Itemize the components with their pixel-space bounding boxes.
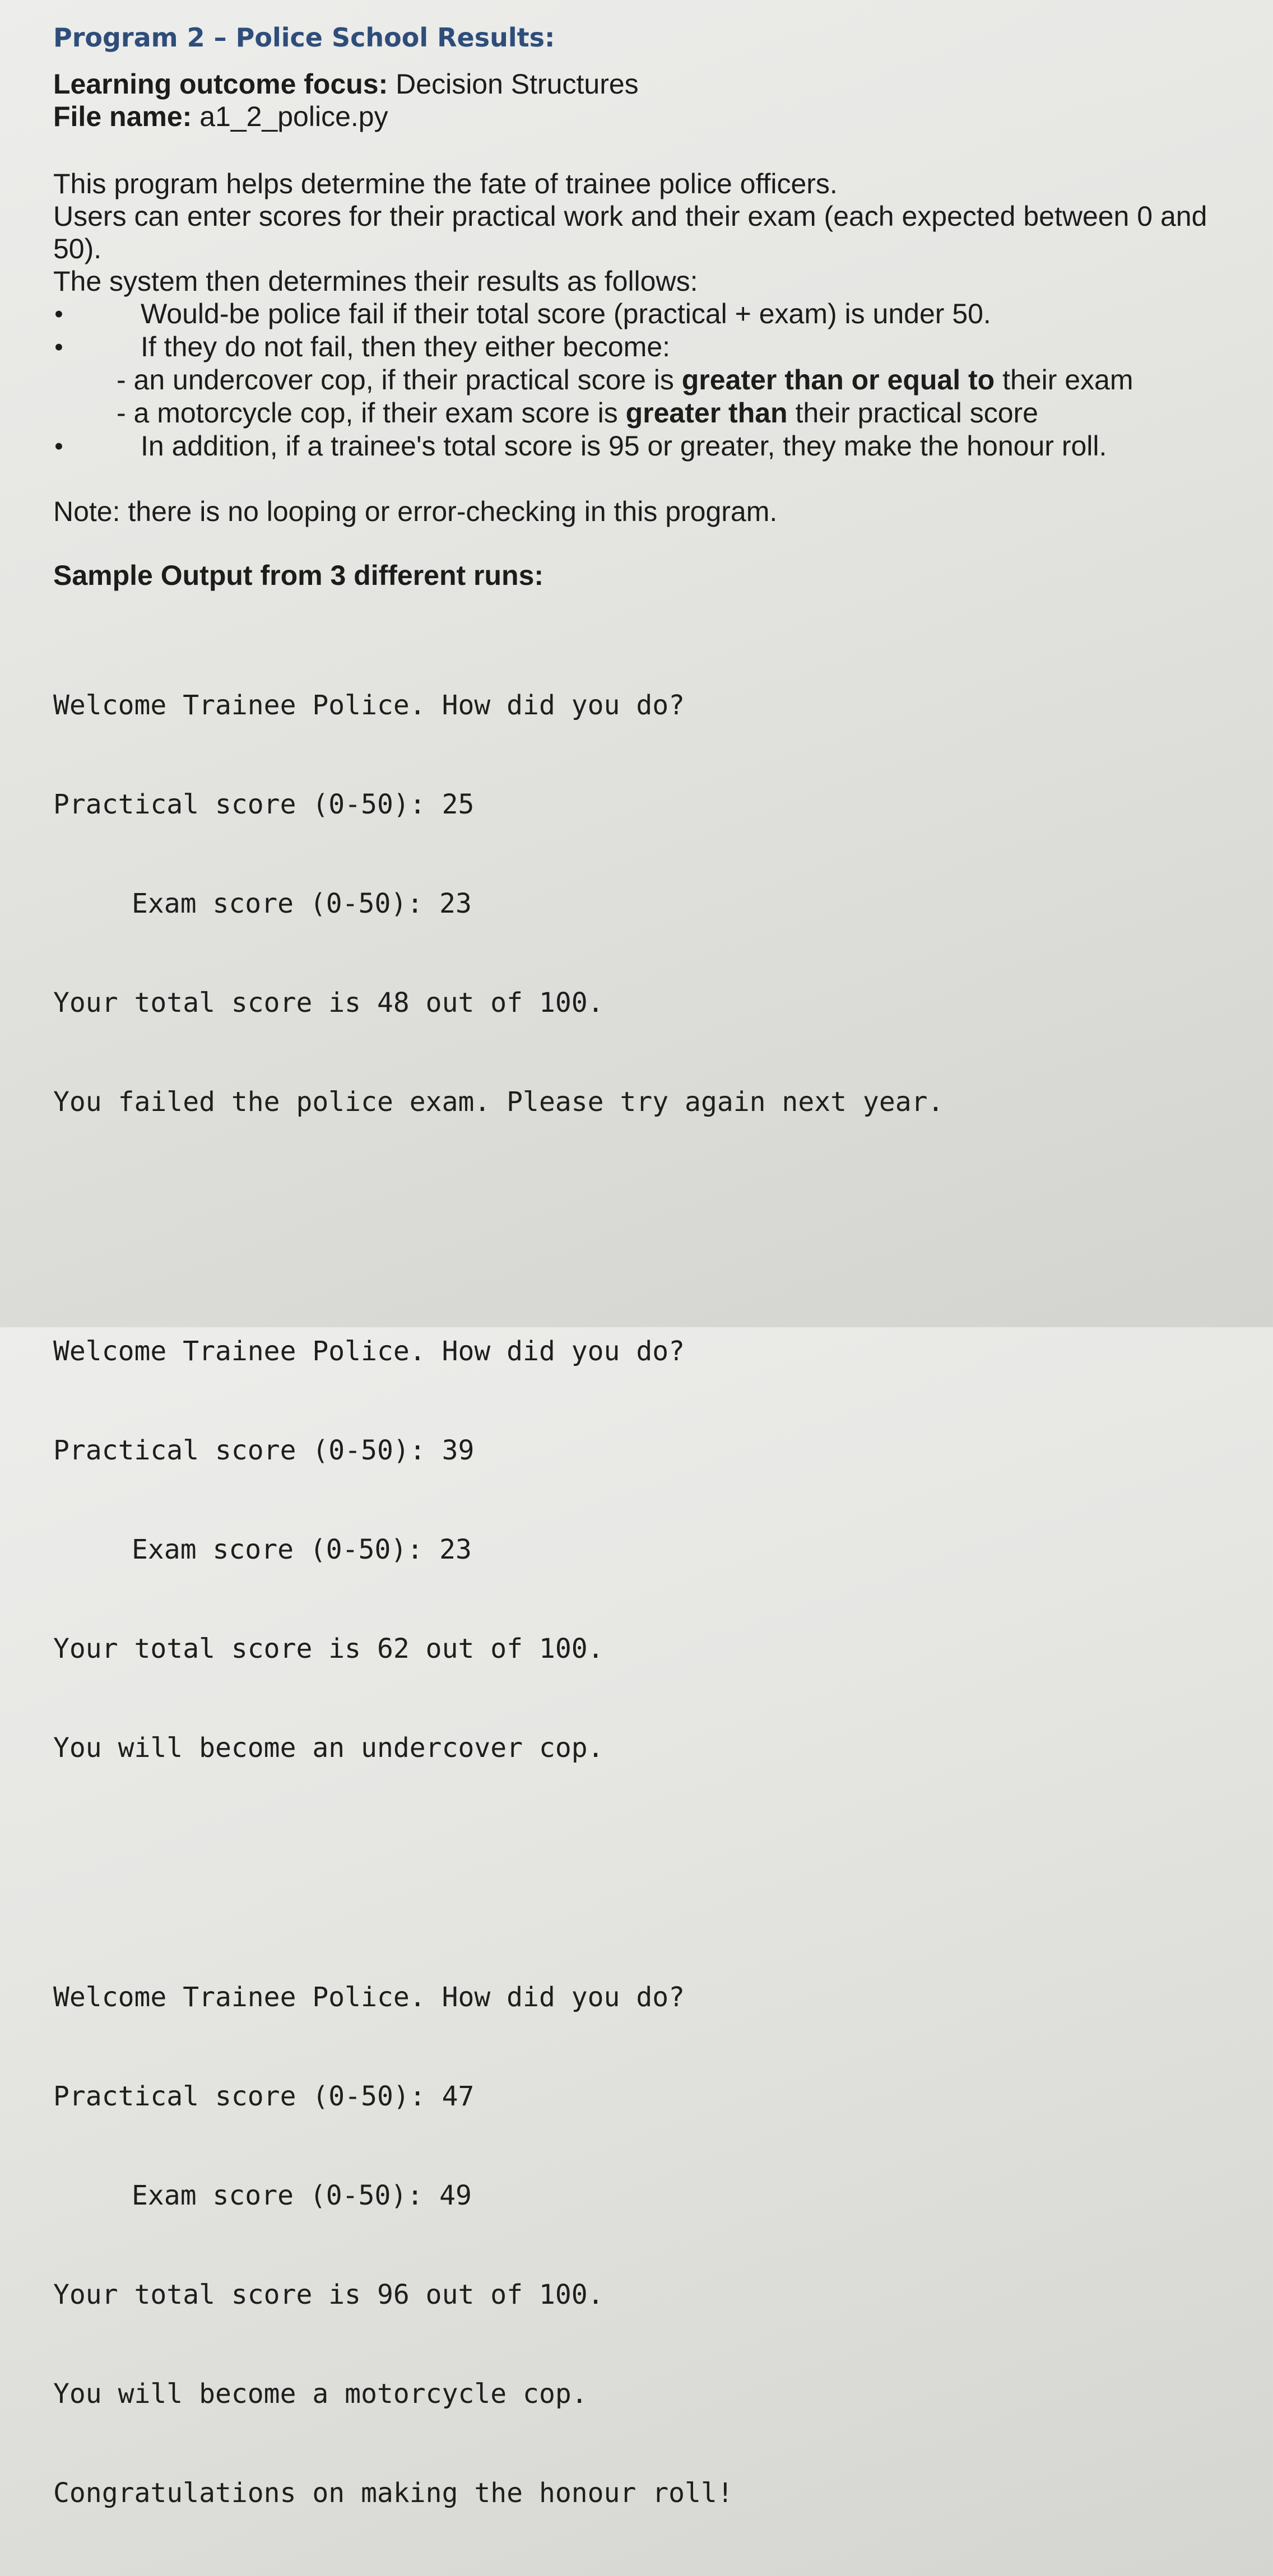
rule-text-fail: Would-be police fail if their total score (practical + exam) is under 50. (141, 298, 991, 330)
run-exam-line: Exam score (0-50): 49 (132, 2180, 472, 2212)
description-line-3: The system then determines their results as follows: (53, 266, 698, 297)
run-total-line: Your total score is 96 out of 100. (53, 2279, 604, 2311)
bullet-icon: • (54, 333, 63, 361)
description-line-2: Users can enter scores for their practical work and their exam (each expected between 0 and 50). (53, 201, 1207, 265)
sub-rule-motorcycle (117, 397, 1252, 430)
run-welcome-line: Welcome Trainee Police. How did you do? (53, 690, 685, 722)
rule-item-honour (53, 430, 1252, 463)
run-welcome-line: Welcome Trainee Police. How did you do? (53, 1336, 685, 1368)
run-total-line: Your total score is 62 out of 100. (53, 1633, 604, 1665)
rule-text-honour: In addition, if a trainee's total score is 95 or greater, they make the honour roll. (141, 430, 1107, 462)
run-total-line: Your total score is 48 out of 100. (53, 987, 604, 1019)
bullet-icon: • (54, 433, 63, 461)
sub-rule-undercover (117, 364, 1252, 397)
sub-rule-motorcycle-bold: greater than (625, 397, 788, 429)
sample-run-1 (53, 623, 1252, 1185)
rule-item-become (53, 331, 1252, 364)
sub-rule-undercover-pre: - an undercover cop, if their practical score is (117, 364, 682, 396)
run-honour-line: Congratulations on making the honour roll! (53, 2477, 733, 2509)
note: Note: there is no looping or error-checking in this program. (53, 496, 778, 528)
sub-rule-motorcycle-pre: - a motorcycle cop, if their exam score is (117, 397, 626, 429)
learning-outcome-label: Learning outcome focus: (53, 68, 388, 100)
sample-run-2 (53, 1269, 1252, 1831)
rules-list-continued (53, 430, 1252, 463)
run-exam-line: Exam score (0-50): 23 (132, 888, 472, 920)
run-practical-line: Practical score (0-50): 39 (53, 1435, 475, 1467)
run-exam-line: Exam score (0-50): 23 (132, 1534, 472, 1566)
rule-item-fail (53, 297, 1252, 331)
run-practical-line: Practical score (0-50): 47 (53, 2081, 475, 2113)
bullet-icon: • (54, 300, 63, 328)
file-name-value: a1_2_police.py (199, 101, 388, 133)
sub-rule-motorcycle-post: their practical score (787, 397, 1038, 429)
document-page (53, 22, 1252, 2576)
run-result-line: You failed the police exam. Please try again next year. (53, 1086, 944, 1118)
run-practical-line: Practical score (0-50): 25 (53, 789, 475, 821)
learning-outcome-value: Decision Structures (396, 68, 639, 100)
run-welcome-line: Welcome Trainee Police. How did you do? (53, 1982, 685, 2014)
run-result-line: You will become a motorcycle cop. (53, 2378, 588, 2410)
file-name-label: File name: (53, 101, 192, 133)
sub-rule-undercover-bold: greater than or equal to (681, 364, 995, 396)
page-title: Program 2 – Police School Results: (53, 22, 555, 53)
description (53, 168, 1252, 463)
file-name-line (53, 100, 1252, 133)
rules-list (53, 297, 1252, 364)
run-result-line: You will become an undercover cop. (53, 1732, 604, 1764)
description-line-1: This program helps determine the fate of trainee police officers. (53, 168, 838, 200)
sample-run-3 (53, 1915, 1252, 2576)
rule-text-become: If they do not fail, then they either become: (141, 331, 671, 363)
sample-output-heading: Sample Output from 3 different runs: (53, 560, 544, 592)
learning-outcome-line (53, 68, 1252, 100)
sub-rule-undercover-post: their exam (995, 364, 1133, 396)
